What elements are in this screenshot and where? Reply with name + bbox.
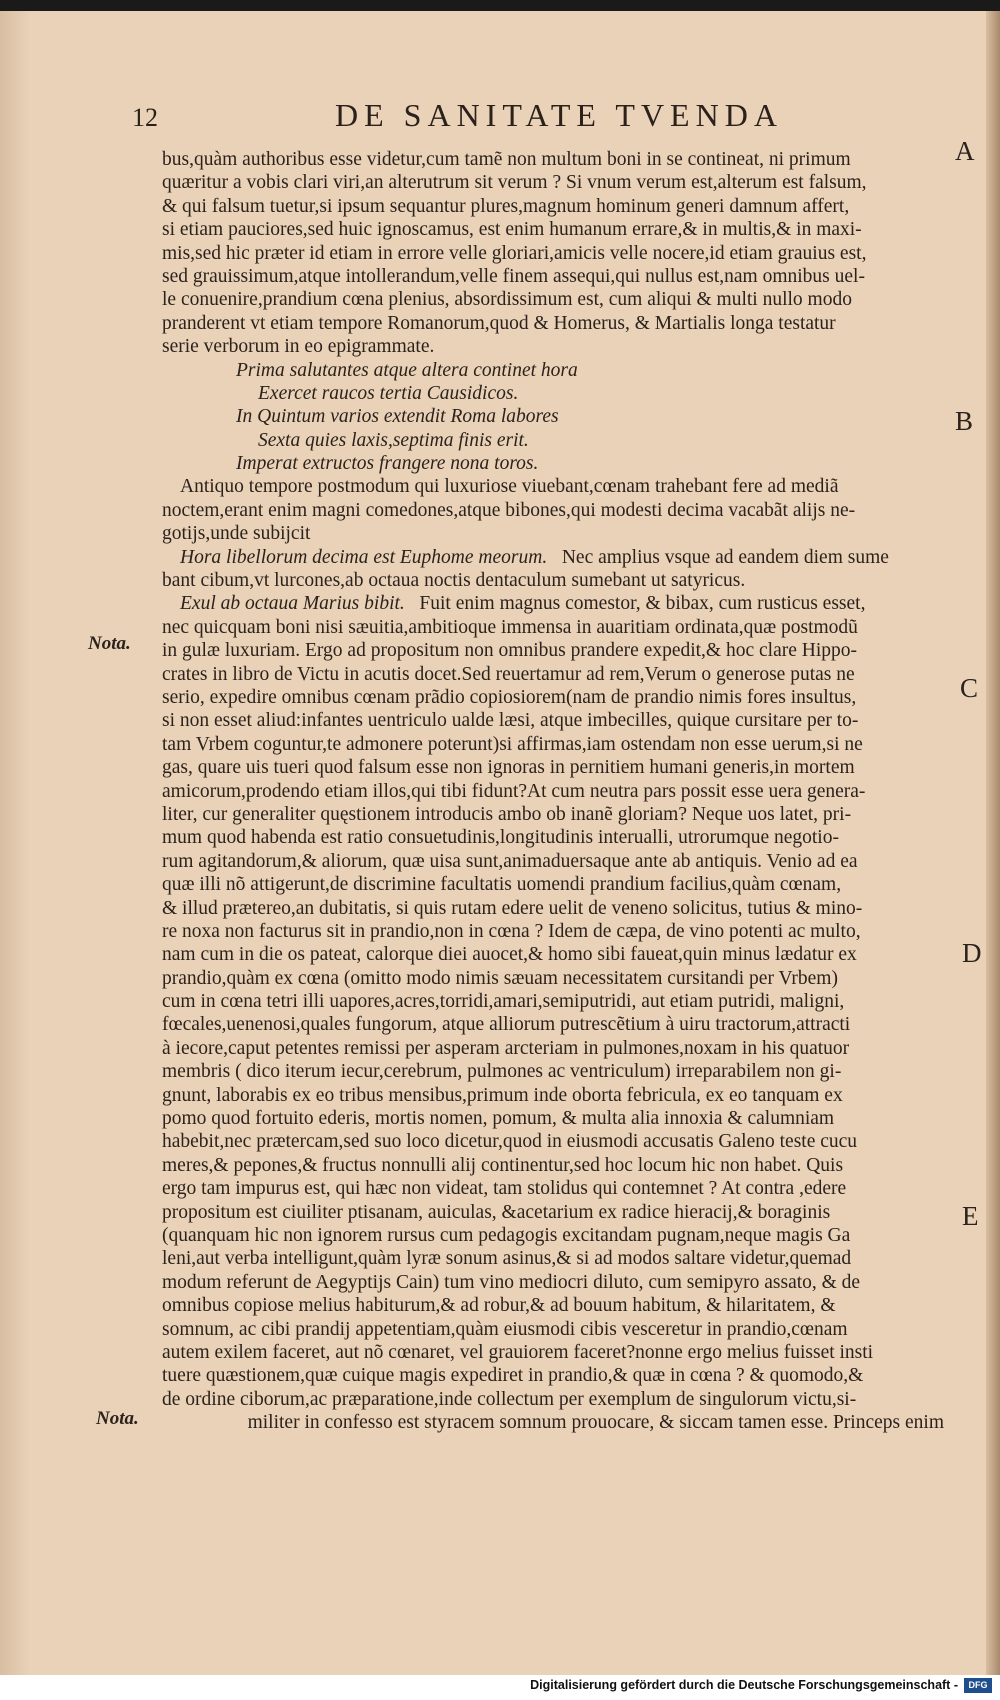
running-head: DE SANITATE TVENDA <box>335 97 783 133</box>
text-line: & qui falsum tuetur,si ipsum sequantur plures,magnum hominum generi damnum affert, <box>162 195 850 217</box>
catchword: militer in confesso est styracem somnum prouocare, & siccam tamen esse. Princeps enim <box>247 1412 944 1434</box>
text-line: meres,& pepones,& fructus nonnulli alij continentur,sed hoc locum hic non habet. Quis <box>162 1154 844 1176</box>
text-line: cum in cœna tetri illi uapores,acres,torridi,amari,semiputridi, aut etiam putridi, maligni, <box>162 991 845 1013</box>
verse-line: Sexta quies laxis,septima finis erit. <box>258 429 529 451</box>
margin-marker-c: C <box>960 673 979 703</box>
body-text <box>162 148 944 1434</box>
text-line: crates in libro de Victu in acutis docet.Sed reuertamur ad rem,Verum o generose putas ne <box>162 663 855 685</box>
margin-marker-b: B <box>955 406 974 436</box>
digitization-footer <box>0 1675 1000 1700</box>
text-line: autem exilem faceret, aut nõ cœnaret, vel grauiorem faceret?nonne ergo melius fuisset insti <box>162 1341 874 1363</box>
text-line: liter, cur generaliter quęstionem introducis ambo ob inanẽ gloriam? Neque uos latet, pri- <box>162 803 852 825</box>
text-line: si non esset aliud:infantes uentriculo ualde læsi, atque imbecilles, quique cursitare per to- <box>162 710 859 732</box>
funding-credit: Digitalisierung gefördert durch die Deutsche Forschungsgemeinschaft - <box>530 1678 958 1692</box>
text-line: membris ( dico iterum iecur,cerebrum, pulmones ac ventriculum) irreparabilem non gi- <box>162 1061 842 1083</box>
text-line: noctem,erant enim magni comedones,atque bibones,qui modesti decima vacabãt alijs ne- <box>162 499 856 521</box>
text-line: prandio,quàm ex cœna (omitto modo nimis sæuam necessitatem cursitandi per Vrbem) <box>162 967 838 989</box>
text-line: fœcales,uenenosi,quales fungorum, atque alliorum putrescẽtium à uiru tractorum,attracti <box>162 1014 851 1036</box>
verse-line: Exercet raucos tertia Causidicos. <box>258 382 519 404</box>
text-line: serio, expedire omnibus cœnam prãdio copiosiorem(nam de prandio nimis fores insultus, <box>162 686 857 708</box>
text-line: mum quod habenda est ratio consuetudinis,longitudinis interualli, utrorumque negotio- <box>162 827 839 849</box>
verse-line: Prima salutantes atque altera continet hora <box>236 359 578 381</box>
verse-line: In Quintum varios extendit Roma labores <box>236 406 559 428</box>
dfg-logo: DFG <box>964 1678 992 1693</box>
top-border <box>0 0 1000 11</box>
text-line: si etiam pauciores,sed huic ignoscamus, est enim humanum errare,& in multis,& in maxi- <box>162 219 862 241</box>
text-line: à iecore,caput petentes remissi per asperam arcteriam in pulmones,noxam in his quatuor <box>162 1037 850 1059</box>
text-line: nam cum in die os pateat, calorque diei auocet,& homo sibi faueat,quin minus lædatur ex <box>162 944 857 966</box>
text-line: propositum est ciuiliter ptisanam, auiculas, &acetarium ex radice hieracij,& boraginis <box>162 1201 831 1223</box>
text-line: leni,aut verba intelligunt,quàm lyræ sonum asinus,& si ad modos saltare videtur,quemad <box>162 1248 852 1270</box>
text-line: & illud prætereo,an dubitatis, si quis rutam edere uelit de veneno solicitus, tutius & mino- <box>162 897 863 919</box>
text-line: in gulæ luxuriam. Ergo ad propositum non omnibus prandere expedit,& hoc clare Hippo- <box>162 640 858 662</box>
page-edge <box>986 11 1000 1675</box>
text-line: gnunt, laborabis ex eo tribus mensibus,primum inde oborta febricula, ex eo tanquam ex <box>162 1084 843 1106</box>
text-line: pomo quod fortuito ederis, mortis nomen, pomum, & multa alia innoxia & calumniam <box>162 1108 835 1130</box>
quotation: Hora libellorum decima est Euphome meorum. <box>180 546 548 568</box>
text-line: quæritur a vobis clari viri,an alterutrum sit verum ? Si vnum verum est,alterum est falsum, <box>162 172 867 194</box>
margin-marker-a: A <box>955 136 975 166</box>
text-line: nec quicquam boni nisi sæuitia,ambitioque immensa in auaritiam ordinata,quæ postmodũ <box>162 616 858 638</box>
text-line <box>162 592 944 615</box>
page-gutter-shade <box>0 11 30 1675</box>
text-line: de ordine ciborum,ac præparatione,inde collectum per exemplum de singulorum victu,si- <box>162 1388 857 1410</box>
text-run: Fuit enim magnus comestor, & bibax, cum rusticus esset, <box>419 593 866 615</box>
text-line: bant cibum,vt lurcones,ab octaua noctis dentaculum sumebant ut satyricus. <box>162 570 746 592</box>
text-line: tuere quæstionem,quæ cuique magis expediret in prandio,& quæ in cœna ? & quomodo,& <box>162 1365 864 1387</box>
margin-marker-e: E <box>962 1201 979 1231</box>
book-page <box>0 11 1000 1675</box>
text-line: Antiquo tempore postmodum qui luxuriose viuebant,cœnam trahebant fere ad mediã <box>180 476 839 498</box>
margin-marker-d: D <box>962 938 982 968</box>
text-line: gas, quare uis tueri quod falsum esse non ignoras in pernitiem humani generis,in mortem <box>162 757 855 779</box>
text-line: somnum, ac cibi prandij appetentiam,quàm eiusmodi cibis vesceretur in prandio,cœnam <box>162 1318 848 1340</box>
text-line: le conuenire,prandium cœna plenius, absordissimum est, cum aliqui & multi nullo modo <box>162 289 852 311</box>
text-line: bus,quàm authoribus esse videtur,cum tamẽ non multum boni in se contineat, ni primum <box>162 149 851 170</box>
text-line: (quanquam hic non ignorem rursus cum pedagogis excitandam pugnam,neque magis Ga <box>162 1224 851 1246</box>
text-line: quæ illi nõ attigerunt,de discrimine facultatis uomendi prandium facilius,quàm cœnam, <box>162 874 842 896</box>
margin-note: Nota. <box>88 633 131 654</box>
text-line: rum agitandorum,& aliorum, quæ uisa sunt,animaduersaque ante ab antiquis. Venio ad ea <box>162 850 858 872</box>
margin-note: Nota. <box>96 1408 139 1429</box>
text-line <box>162 546 944 569</box>
text-line: modum referunt de Aegyptijs Cain) tum vino mediocri diluto, cum semipyro assato, & de <box>162 1271 861 1293</box>
text-line: omnibus copiose melius habiturum,& ad robur,& ad bouum habitum, & hilaritatem, & <box>162 1295 836 1317</box>
text-line: mis,sed hic præter id etiam in errore velle gloriari,amicis velle nocere,id etiam grauius est, <box>162 242 867 264</box>
text-run: Nec amplius vsque ad eandem diem sume <box>561 546 889 568</box>
text-line: habebit,nec prætercam,sed suo loco dicetur,quod in eiusmodi accusatis Galeno teste cucu <box>162 1131 858 1153</box>
text-line: amicorum,prodendo etiam illos,qui tibi fidunt?At cum neutra pars possit esse uera genera- <box>162 780 866 802</box>
text-line: pranderent vt etiam tempore Romanorum,quod & Homerus, & Martialis longa testatur <box>162 312 836 334</box>
page-number: 12 <box>132 103 158 132</box>
text-line: re noxa non facturus sit in prandio,non in cœna ? Idem de cæpa, de vino potenti ac multo, <box>162 920 861 942</box>
text-line: sed grauissimum,atque intollerandum,velle finem assequi,qui nullus est,nam omnibus uel- <box>162 265 865 287</box>
verse-line: Imperat extructos frangere nona toros. <box>236 453 539 475</box>
text-line: tam Vrbem coguntur,te admonere poterunt)si affirmas,iam ostendam non esse uerum,si ne <box>162 733 863 755</box>
text-line: serie verborum in eo epigrammate. <box>162 336 435 358</box>
quotation: Exul ab octaua Marius bibit. <box>180 593 405 615</box>
text-line: ergo tam impurus est, qui hæc non videat, tam stolidus qui contemnet ? At contra ,edere <box>162 1178 847 1200</box>
text-line: gotijs,unde subijcit <box>162 523 311 545</box>
